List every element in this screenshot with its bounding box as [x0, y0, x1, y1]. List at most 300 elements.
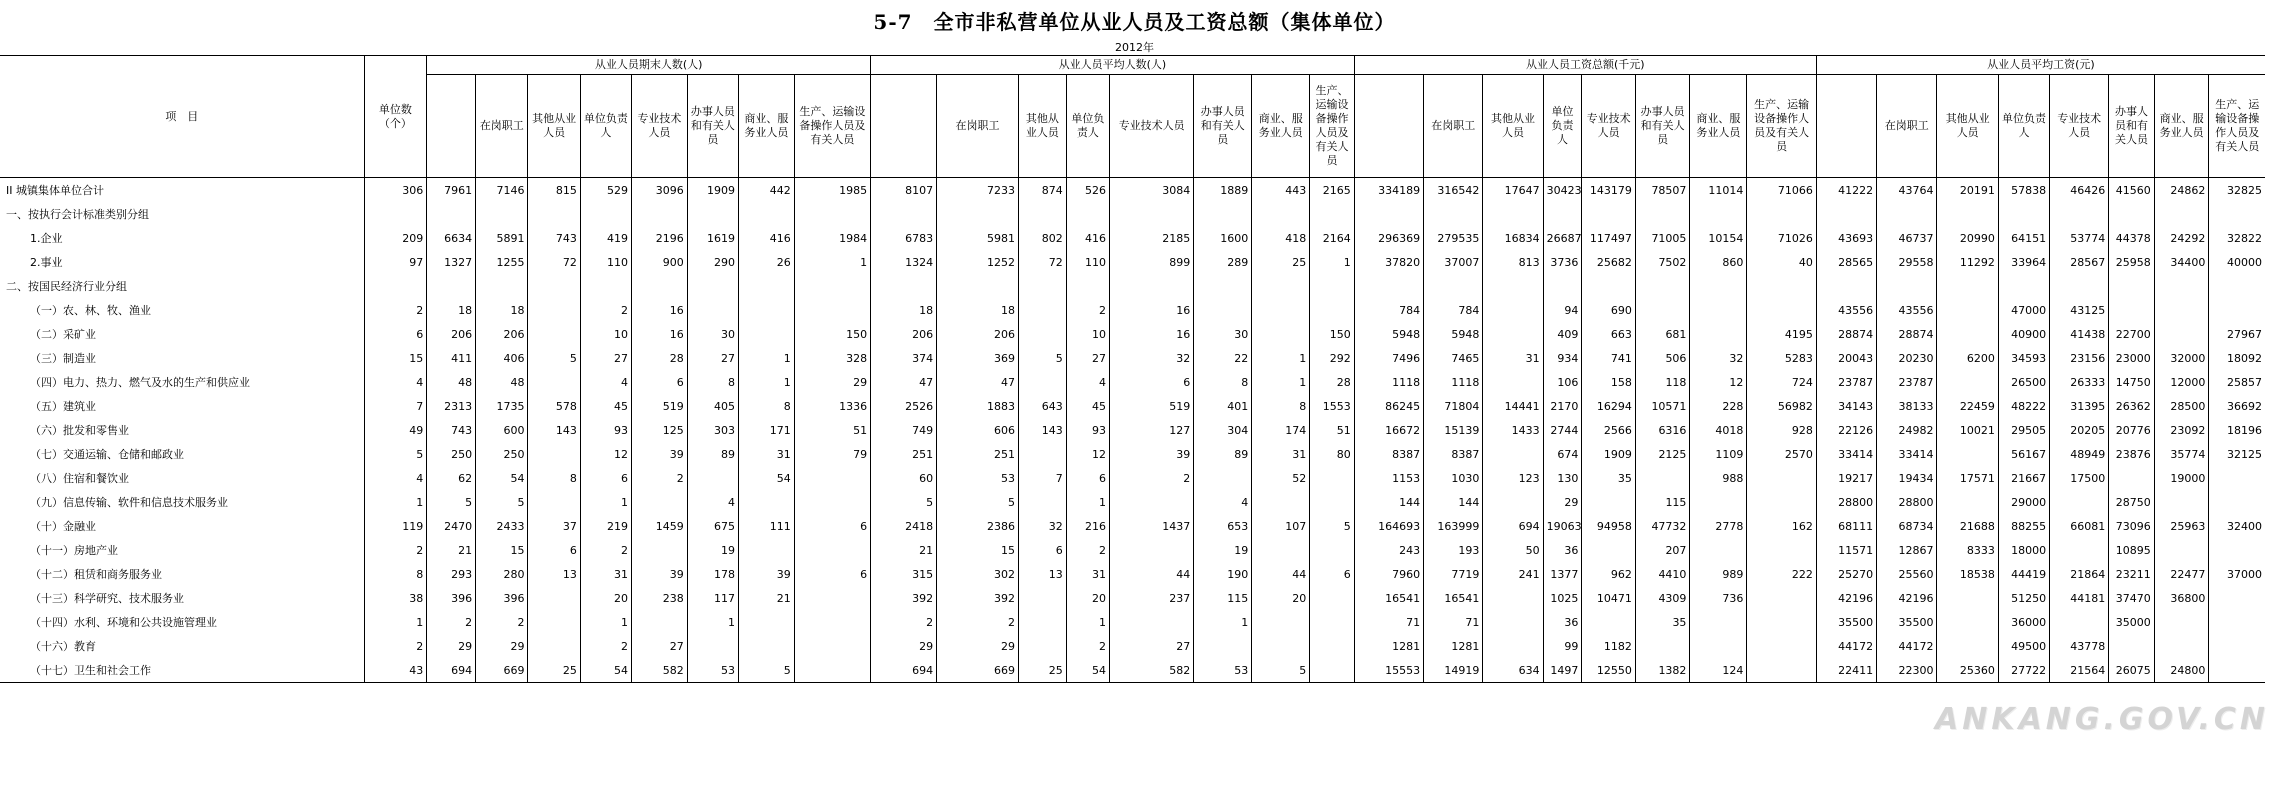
table-cell [1424, 274, 1483, 298]
table-cell: 29 [937, 634, 1019, 658]
table-cell: 21 [738, 586, 794, 610]
table-row [0, 226, 2265, 250]
table-cell [1937, 274, 1998, 298]
table-cell: 392 [871, 586, 937, 610]
table-cell [738, 634, 794, 658]
table-cell: 56167 [1998, 442, 2049, 466]
table-cell: 22459 [1937, 394, 1998, 418]
table-cell [738, 490, 794, 514]
table-cell: 2164 [1310, 226, 1354, 250]
table-cell: 37820 [1354, 250, 1423, 274]
table-cell: 71 [1354, 610, 1423, 634]
table-cell [2154, 538, 2209, 562]
table-cell [738, 610, 794, 634]
table-cell: 53 [1194, 658, 1252, 683]
table-cell: 8 [1252, 394, 1310, 418]
table-cell [1252, 610, 1310, 634]
table-cell: 17571 [1937, 466, 1998, 490]
column-header-sub: 办事人员和有关人员 [1635, 75, 1690, 178]
table-cell: 296369 [1354, 226, 1423, 250]
table-cell: 1 [580, 610, 631, 634]
table-cell: 44 [1110, 562, 1194, 586]
table-cell [1690, 634, 1747, 658]
table-cell: 529 [580, 178, 631, 203]
table-cell: 1 [738, 346, 794, 370]
table-cell: 73096 [2109, 514, 2155, 538]
table-cell [1019, 610, 1067, 634]
table-cell: 27 [1110, 634, 1194, 658]
table-cell [1310, 586, 1354, 610]
table-cell [2154, 298, 2209, 322]
table-cell: 694 [427, 658, 476, 683]
column-group-header: 从业人员工资总额(千元) [1354, 56, 1816, 75]
table-cell: 20 [1252, 586, 1310, 610]
table-cell: 14919 [1424, 658, 1483, 683]
table-cell: 5283 [1747, 346, 1817, 370]
table-cell: 2 [1110, 466, 1194, 490]
row-label: （十三）科学研究、技术服务业 [0, 586, 364, 610]
table-cell: 24800 [2154, 658, 2209, 683]
table-cell: 44419 [1998, 562, 2049, 586]
table-cell: 690 [1582, 298, 1635, 322]
table-cell: 2185 [1110, 226, 1194, 250]
table-cell: 26333 [2050, 370, 2109, 394]
table-row [0, 442, 2265, 466]
table-cell: 29 [427, 634, 476, 658]
row-label: （五）建筑业 [0, 394, 364, 418]
table-cell: 35500 [1816, 610, 1876, 634]
table-cell: 12550 [1582, 658, 1635, 683]
table-cell: 19000 [2154, 466, 2209, 490]
table-cell: 25958 [2109, 250, 2155, 274]
table-cell: 33414 [1877, 442, 1937, 466]
table-cell [687, 202, 738, 226]
table-cell: 28800 [1816, 490, 1876, 514]
table-cell [1635, 202, 1690, 226]
table-cell: 28565 [1816, 250, 1876, 274]
column-header-sub: 其他从业人员 [1019, 75, 1067, 178]
column-header-total [1354, 75, 1423, 178]
table-cell [2050, 538, 2109, 562]
table-cell: 1025 [1543, 586, 1582, 610]
table-cell: 5 [528, 346, 580, 370]
column-header-sub: 在岗职工 [1424, 75, 1483, 178]
table-cell: 94 [1543, 298, 1582, 322]
table-cell: 44172 [1877, 634, 1937, 658]
table-cell: 15553 [1354, 658, 1423, 683]
table-cell: 25 [1019, 658, 1067, 683]
table-cell [1066, 202, 1109, 226]
table-cell [1747, 634, 1817, 658]
table-cell: 409 [1543, 322, 1582, 346]
table-row [0, 346, 2265, 370]
table-cell [1252, 634, 1310, 658]
table-cell: 39 [632, 562, 688, 586]
table-cell: 44 [1252, 562, 1310, 586]
table-cell: 53774 [2050, 226, 2109, 250]
table-cell: 48222 [1998, 394, 2049, 418]
column-header-sub: 办事人员和有关人员 [1194, 75, 1252, 178]
table-cell: 38 [364, 586, 427, 610]
column-header-total [871, 75, 937, 178]
table-cell: 1118 [1424, 370, 1483, 394]
table-cell: 27967 [2209, 322, 2265, 346]
table-cell: 216 [1066, 514, 1109, 538]
table-cell: 6 [580, 466, 631, 490]
table-cell: 130 [1543, 466, 1582, 490]
table-cell: 43556 [1816, 298, 1876, 322]
table-cell: 21667 [1998, 466, 2049, 490]
table-cell [687, 298, 738, 322]
table-cell: 582 [1110, 658, 1194, 683]
table-cell [687, 466, 738, 490]
table-cell [2109, 202, 2155, 226]
table-cell: 1109 [1690, 442, 1747, 466]
table-cell [2109, 274, 2155, 298]
table-cell: 11014 [1690, 178, 1747, 203]
table-cell: 36 [1543, 538, 1582, 562]
table-cell: 49 [364, 418, 427, 442]
table-cell: 80 [1310, 442, 1354, 466]
table-cell: 1 [1194, 610, 1252, 634]
table-cell: 6 [528, 538, 580, 562]
table-cell [2109, 466, 2155, 490]
table-cell [738, 274, 794, 298]
table-cell: 54 [1066, 658, 1109, 683]
table-cell: 31 [1483, 346, 1543, 370]
table-cell: 2744 [1543, 418, 1582, 442]
table-cell: 50 [1483, 538, 1543, 562]
table-cell [1310, 202, 1354, 226]
table-cell: 14441 [1483, 394, 1543, 418]
table-cell: 25963 [2154, 514, 2209, 538]
table-cell: 442 [738, 178, 794, 203]
table-cell [1110, 538, 1194, 562]
table-cell: 22 [1194, 346, 1252, 370]
table-cell: 127 [1110, 418, 1194, 442]
table-cell: 303 [687, 418, 738, 442]
table-cell: 962 [1582, 562, 1635, 586]
table-cell: 293 [427, 562, 476, 586]
table-cell: 14750 [2109, 370, 2155, 394]
table-cell: 47000 [1998, 298, 2049, 322]
table-cell: 416 [738, 226, 794, 250]
column-header-sub: 其他从业人员 [1483, 75, 1543, 178]
table-cell: 31 [1252, 442, 1310, 466]
table-cell [1937, 298, 1998, 322]
table-cell: 1883 [937, 394, 1019, 418]
table-cell: 5 [937, 490, 1019, 514]
table-cell: 5 [738, 658, 794, 683]
table-cell: 21864 [2050, 562, 2109, 586]
table-cell [794, 538, 870, 562]
table-cell: 36000 [1998, 610, 2049, 634]
table-cell [1690, 610, 1747, 634]
table-cell [1937, 370, 1998, 394]
table-cell: 19217 [1816, 466, 1876, 490]
row-label: 2.事业 [0, 250, 364, 274]
table-cell: 18196 [2209, 418, 2265, 442]
table-cell: 44181 [2050, 586, 2109, 610]
table-cell: 1 [687, 610, 738, 634]
table-cell [738, 322, 794, 346]
table-cell: 110 [580, 250, 631, 274]
table-row [0, 538, 2265, 562]
table-cell: 30423 [1543, 178, 1582, 203]
table-cell: 46737 [1877, 226, 1937, 250]
table-cell: 51 [794, 418, 870, 442]
table-cell [1877, 202, 1937, 226]
table-cell: 31 [580, 562, 631, 586]
column-header-sub: 办事人员和有关人员 [2109, 75, 2155, 178]
table-cell: 5 [476, 490, 528, 514]
table-cell [1937, 586, 1998, 610]
table-cell: 193 [1424, 538, 1483, 562]
table-cell: 18000 [1998, 538, 2049, 562]
table-cell: 1 [738, 370, 794, 394]
table-cell: 5981 [937, 226, 1019, 250]
table-cell: 29 [794, 370, 870, 394]
row-label: （四）电力、热力、燃气及水的生产和供应业 [0, 370, 364, 394]
table-cell: 600 [476, 418, 528, 442]
table-cell: 49500 [1998, 634, 2049, 658]
table-cell [632, 490, 688, 514]
table-cell [738, 298, 794, 322]
table-cell [1310, 658, 1354, 683]
table-cell: 37000 [2209, 562, 2265, 586]
table-cell: 1 [1252, 346, 1310, 370]
table-cell [2050, 274, 2109, 298]
table-cell [528, 442, 580, 466]
table-cell: 23787 [1816, 370, 1876, 394]
table-cell: 22700 [2109, 322, 2155, 346]
table-cell: 1 [1310, 250, 1354, 274]
table-cell: 2 [1066, 538, 1109, 562]
table-cell: 1889 [1194, 178, 1252, 203]
table-cell: 12 [580, 442, 631, 466]
table-cell [1483, 274, 1543, 298]
table-cell: 5 [1252, 658, 1310, 683]
table-cell: 2 [364, 634, 427, 658]
table-cell: 106 [1543, 370, 1582, 394]
table-cell: 163999 [1424, 514, 1483, 538]
table-cell: 5948 [1354, 322, 1423, 346]
table-cell: 174 [1252, 418, 1310, 442]
table-cell: 26500 [1998, 370, 2049, 394]
row-label: 一、按执行会计标准类别分组 [0, 202, 364, 226]
table-cell: 663 [1582, 322, 1635, 346]
table-cell: 251 [937, 442, 1019, 466]
table-cell: 4195 [1747, 322, 1817, 346]
table-cell: 11292 [1937, 250, 1998, 274]
table-cell [738, 538, 794, 562]
table-cell: 28800 [1877, 490, 1937, 514]
table-cell: 21 [871, 538, 937, 562]
table-cell: 2470 [427, 514, 476, 538]
table-cell: 4 [1066, 370, 1109, 394]
table-cell: 20043 [1816, 346, 1876, 370]
table-row [0, 394, 2265, 418]
table-cell: 54 [580, 658, 631, 683]
table-cell: 110 [1066, 250, 1109, 274]
table-cell: 1336 [794, 394, 870, 418]
table-cell [1310, 274, 1354, 298]
table-cell: 1619 [687, 226, 738, 250]
table-cell: 419 [580, 226, 631, 250]
table-cell: 396 [476, 586, 528, 610]
table-cell [476, 274, 528, 298]
table-cell [1816, 202, 1876, 226]
table-cell [1483, 634, 1543, 658]
table-cell [364, 274, 427, 298]
table-cell: 41222 [1816, 178, 1876, 203]
table-cell [1354, 274, 1423, 298]
table-cell: 115 [1194, 586, 1252, 610]
table-cell: 28874 [1877, 322, 1937, 346]
page-title: 5-7 全市非私营单位从业人员及工资总额（集体单位） [873, 10, 1396, 34]
table-cell: 1909 [687, 178, 738, 203]
table-cell: 1281 [1424, 634, 1483, 658]
table-cell [1582, 274, 1635, 298]
table-cell: 2778 [1690, 514, 1747, 538]
table-cell: 334189 [1354, 178, 1423, 203]
table-cell [1998, 202, 2049, 226]
table-cell: 7496 [1354, 346, 1423, 370]
table-cell: 1600 [1194, 226, 1252, 250]
table-cell: 3096 [632, 178, 688, 203]
table-cell: 171 [738, 418, 794, 442]
table-cell: 292 [1310, 346, 1354, 370]
table-cell: 35 [1582, 466, 1635, 490]
table-cell [1354, 202, 1423, 226]
table-cell: 306 [364, 178, 427, 203]
table-cell: 250 [476, 442, 528, 466]
table-cell: 18 [476, 298, 528, 322]
table-cell [528, 370, 580, 394]
table-cell: 7465 [1424, 346, 1483, 370]
table-cell [2209, 298, 2265, 322]
table-cell: 241 [1483, 562, 1543, 586]
table-cell: 37007 [1424, 250, 1483, 274]
table-cell: 582 [632, 658, 688, 683]
table-cell: 1377 [1543, 562, 1582, 586]
table-cell [1747, 586, 1817, 610]
table-cell: 86245 [1354, 394, 1423, 418]
table-cell: 117 [687, 586, 738, 610]
table-cell: 164693 [1354, 514, 1423, 538]
table-cell: 1909 [1582, 442, 1635, 466]
table-cell: 38133 [1877, 394, 1937, 418]
table-row [0, 490, 2265, 514]
table-cell: 71026 [1747, 226, 1817, 250]
table-row [0, 178, 2265, 203]
row-label: II 城镇集体单位合计 [0, 178, 364, 203]
table-cell: 802 [1019, 226, 1067, 250]
table-cell: 57838 [1998, 178, 2049, 203]
table-cell: 35774 [2154, 442, 2209, 466]
table-cell: 251 [871, 442, 937, 466]
table-cell: 10154 [1690, 226, 1747, 250]
row-label: （十四）水利、环境和公共设施管理业 [0, 610, 364, 634]
table-cell: 22126 [1816, 418, 1876, 442]
table-cell [1194, 298, 1252, 322]
table-cell [632, 202, 688, 226]
table-cell: 48 [427, 370, 476, 394]
table-cell: 20191 [1937, 178, 1998, 203]
column-header-sub: 生产、运输设备操作人员及有关人员 [2209, 75, 2265, 178]
table-cell: 669 [937, 658, 1019, 683]
table-cell [1194, 274, 1252, 298]
table-cell: 5948 [1424, 322, 1483, 346]
table-cell: 39 [632, 442, 688, 466]
table-cell: 24982 [1877, 418, 1937, 442]
table-cell: 40000 [2209, 250, 2265, 274]
table-cell: 4309 [1635, 586, 1690, 610]
table-cell [528, 490, 580, 514]
table-cell: 8 [364, 562, 427, 586]
table-cell [1483, 298, 1543, 322]
table-cell: 97 [364, 250, 427, 274]
table-cell: 784 [1424, 298, 1483, 322]
table-cell [1747, 202, 1817, 226]
column-header-sub: 单位负责人 [1066, 75, 1109, 178]
table-cell: 24292 [2154, 226, 2209, 250]
table-cell: 16541 [1424, 586, 1483, 610]
table-cell: 643 [1019, 394, 1067, 418]
table-cell [1066, 274, 1109, 298]
table-cell: 123 [1483, 466, 1543, 490]
table-cell: 19 [687, 538, 738, 562]
table-cell [2109, 298, 2155, 322]
table-cell: 23156 [2050, 346, 2109, 370]
row-label: （十）金融业 [0, 514, 364, 538]
table-cell: 250 [427, 442, 476, 466]
table-cell: 18092 [2209, 346, 2265, 370]
table-cell: 5 [364, 442, 427, 466]
table-cell: 988 [1690, 466, 1747, 490]
table-cell: 10895 [2109, 538, 2155, 562]
table-cell: 17647 [1483, 178, 1543, 203]
table-cell: 93 [580, 418, 631, 442]
table-cell: 18 [871, 298, 937, 322]
table-cell: 7233 [937, 178, 1019, 203]
table-cell: 71804 [1424, 394, 1483, 418]
table-cell [1310, 610, 1354, 634]
table-cell: 10471 [1582, 586, 1635, 610]
table-cell [1635, 298, 1690, 322]
column-header-sub: 单位负责人 [1543, 75, 1582, 178]
table-cell: 815 [528, 178, 580, 203]
table-cell: 150 [1310, 322, 1354, 346]
table-cell: 10021 [1937, 418, 1998, 442]
table-row [0, 466, 2265, 490]
table-cell [1252, 274, 1310, 298]
table-cell: 29 [871, 634, 937, 658]
column-header-sub: 专业技术人员 [1582, 75, 1635, 178]
table-cell: 2165 [1310, 178, 1354, 203]
table-cell [1483, 610, 1543, 634]
table-cell [687, 634, 738, 658]
column-header-sub: 商业、服务业人员 [738, 75, 794, 178]
table-cell [1110, 490, 1194, 514]
table-cell: 53 [687, 658, 738, 683]
table-cell [794, 490, 870, 514]
table-cell: 289 [1194, 250, 1252, 274]
table-cell [1310, 490, 1354, 514]
table-cell [1019, 202, 1067, 226]
column-header-total [1816, 75, 1876, 178]
table-row [0, 610, 2265, 634]
